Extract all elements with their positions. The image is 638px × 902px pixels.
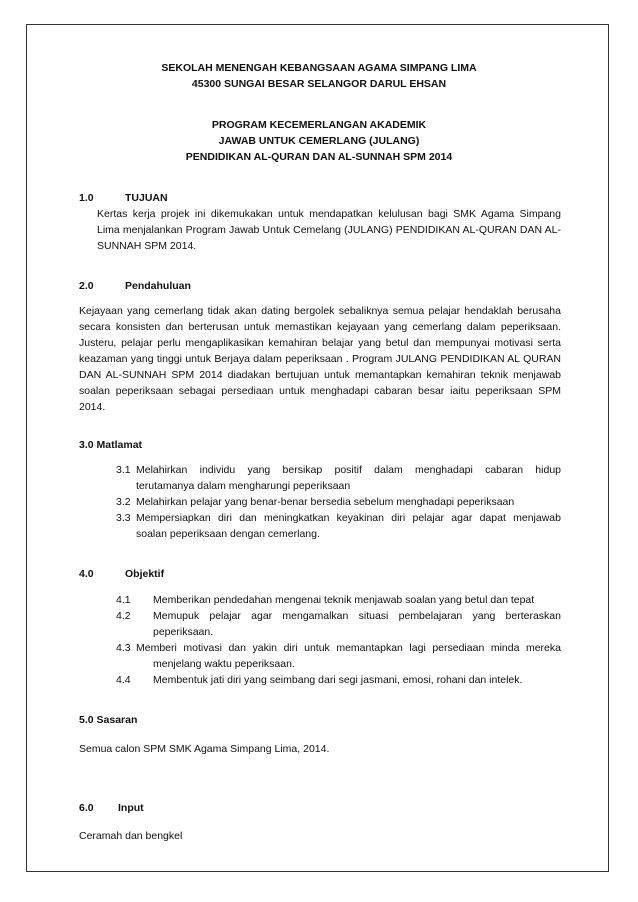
objektif-item-line: Memupuk pelajar agar mengamalkan situasi pembelajaran yang berteraskan — [153, 610, 561, 622]
objektif-item-number: 4.1 — [116, 594, 131, 606]
section-2-number: 2.0 — [79, 280, 94, 292]
section-6-number: 6.0 — [79, 802, 94, 814]
section-6-text: Ceramah dan bengkel — [79, 830, 183, 842]
objektif-item-line: Memberi motivasi dan yakin diri untuk memantapkan lagi persediaan minda mereka — [136, 642, 561, 654]
program-title: PROGRAM KECEMERLANGAN AKADEMIK — [211, 119, 427, 131]
section-2-line: DAN AL-SUNNAH SPM 2014 diadakan bertujuan untuk memantapkan kemahiran teknik menjawab — [79, 369, 561, 381]
subject-title: PENDIDIKAN AL-QURAN DAN AL-SUNNAH SPM 2014 — [185, 151, 453, 163]
matlamat-item — [136, 510, 561, 526]
section-4-title: Objektif — [125, 568, 165, 580]
section-2-line: 2014. — [79, 401, 106, 413]
objektif-item — [153, 608, 561, 624]
section-2-title: Pendahuluan — [125, 280, 191, 292]
matlamat-item-continuation: terutamanya dalam mengharungi peperiksaan — [136, 480, 351, 492]
section-1-title: TUJUAN — [125, 192, 168, 204]
section-1-number: 1.0 — [79, 192, 94, 204]
school-address: 45300 SUNGAI BESAR SELANGOR DARUL EHSAN — [191, 78, 447, 90]
objektif-item-continuation: peperiksaan. — [153, 626, 214, 638]
section-5-heading: 5.0 Sasaran — [79, 714, 138, 726]
matlamat-item-number: 3.3 — [116, 512, 131, 524]
section-2-body — [79, 303, 561, 415]
objektif-item — [136, 640, 561, 656]
matlamat-item-line: Melahirkan individu yang bersikap positif dalam menghadapi cabaran hidup — [136, 464, 561, 476]
section-4-number: 4.0 — [79, 568, 94, 580]
section-1-line: SUNNAH SPM 2014. — [97, 240, 197, 252]
objektif-item-number: 4.4 — [116, 674, 131, 686]
matlamat-item-continuation: soalan peperiksaan dengan cemerlang. — [136, 528, 320, 540]
matlamat-item-line: Mempersiapkan diri dan meningkatkan keyakinan diri pelajar agar dapat menjawab — [136, 512, 561, 524]
section-1-line: Kertas kerja projek ini dikemukakan untuk mendapatkan kelulusan bagi SMK Agama Simpang — [97, 208, 561, 220]
matlamat-item — [136, 462, 561, 478]
objektif-item-line: Membentuk jati diri yang seimbang dari segi jasmani, emosi, rohani dan intelek. — [153, 674, 523, 686]
matlamat-item-number: 3.1 — [116, 464, 131, 476]
matlamat-item-number: 3.2 — [116, 496, 131, 508]
section-2-line: keazaman yang tinggi untuk Berjaya dalam peperiksaan . Program JULANG PENDIDIKAN AL QURAN — [79, 353, 561, 365]
objektif-item-continuation: menjelang waktu peperiksaan. — [153, 658, 295, 670]
section-5-text: Semua calon SPM SMK Agama Simpang Lima, 2014. — [79, 743, 330, 755]
objektif-item-line: Memberikan pendedahan mengenai teknik menjawab soalan yang betul dan tepat — [153, 594, 535, 606]
section-2-line: Justeru, pelajar perlu mengaplikasikan kemahiran belajar yang betul dan mempunyai motivasi serta — [79, 337, 561, 349]
school-name: SEKOLAH MENENGAH KEBANGSAAN AGAMA SIMPANG LIMA — [161, 62, 477, 74]
matlamat-item-line: Melahirkan pelajar yang benar-benar bersedia sebelum menghadapi peperiksaan — [136, 496, 515, 508]
section-1-line: Lima menjalankan Program Jawab Untuk Cemelang (JULANG) PENDIDIKAN AL-QURAN DAN AL- — [97, 224, 561, 236]
section-3-heading: 3.0 Matlamat — [79, 439, 143, 451]
section-1-body — [97, 206, 561, 254]
section-2-line: secara konsisten dan berterusan untuk memastikan kejayaan yang cemerlang dalam peperiksaan. — [79, 321, 561, 333]
objektif-item-number: 4.2 — [116, 610, 131, 622]
section-2-line: Kejayaan yang cemerlang tidak akan dating bergolek sebaliknya semua pelajar hendaklah berusaha — [79, 305, 561, 317]
objektif-item-number: 4.3 — [116, 642, 131, 654]
section-6-title: Input — [118, 802, 144, 814]
program-name: JAWAB UNTUK CEMERLANG (JULANG) — [218, 135, 420, 147]
section-2-line: soalan peperiksaan sebagai persediaan untuk menghadapi cabaran besar iaitu peperiksaan SPM — [79, 385, 561, 397]
